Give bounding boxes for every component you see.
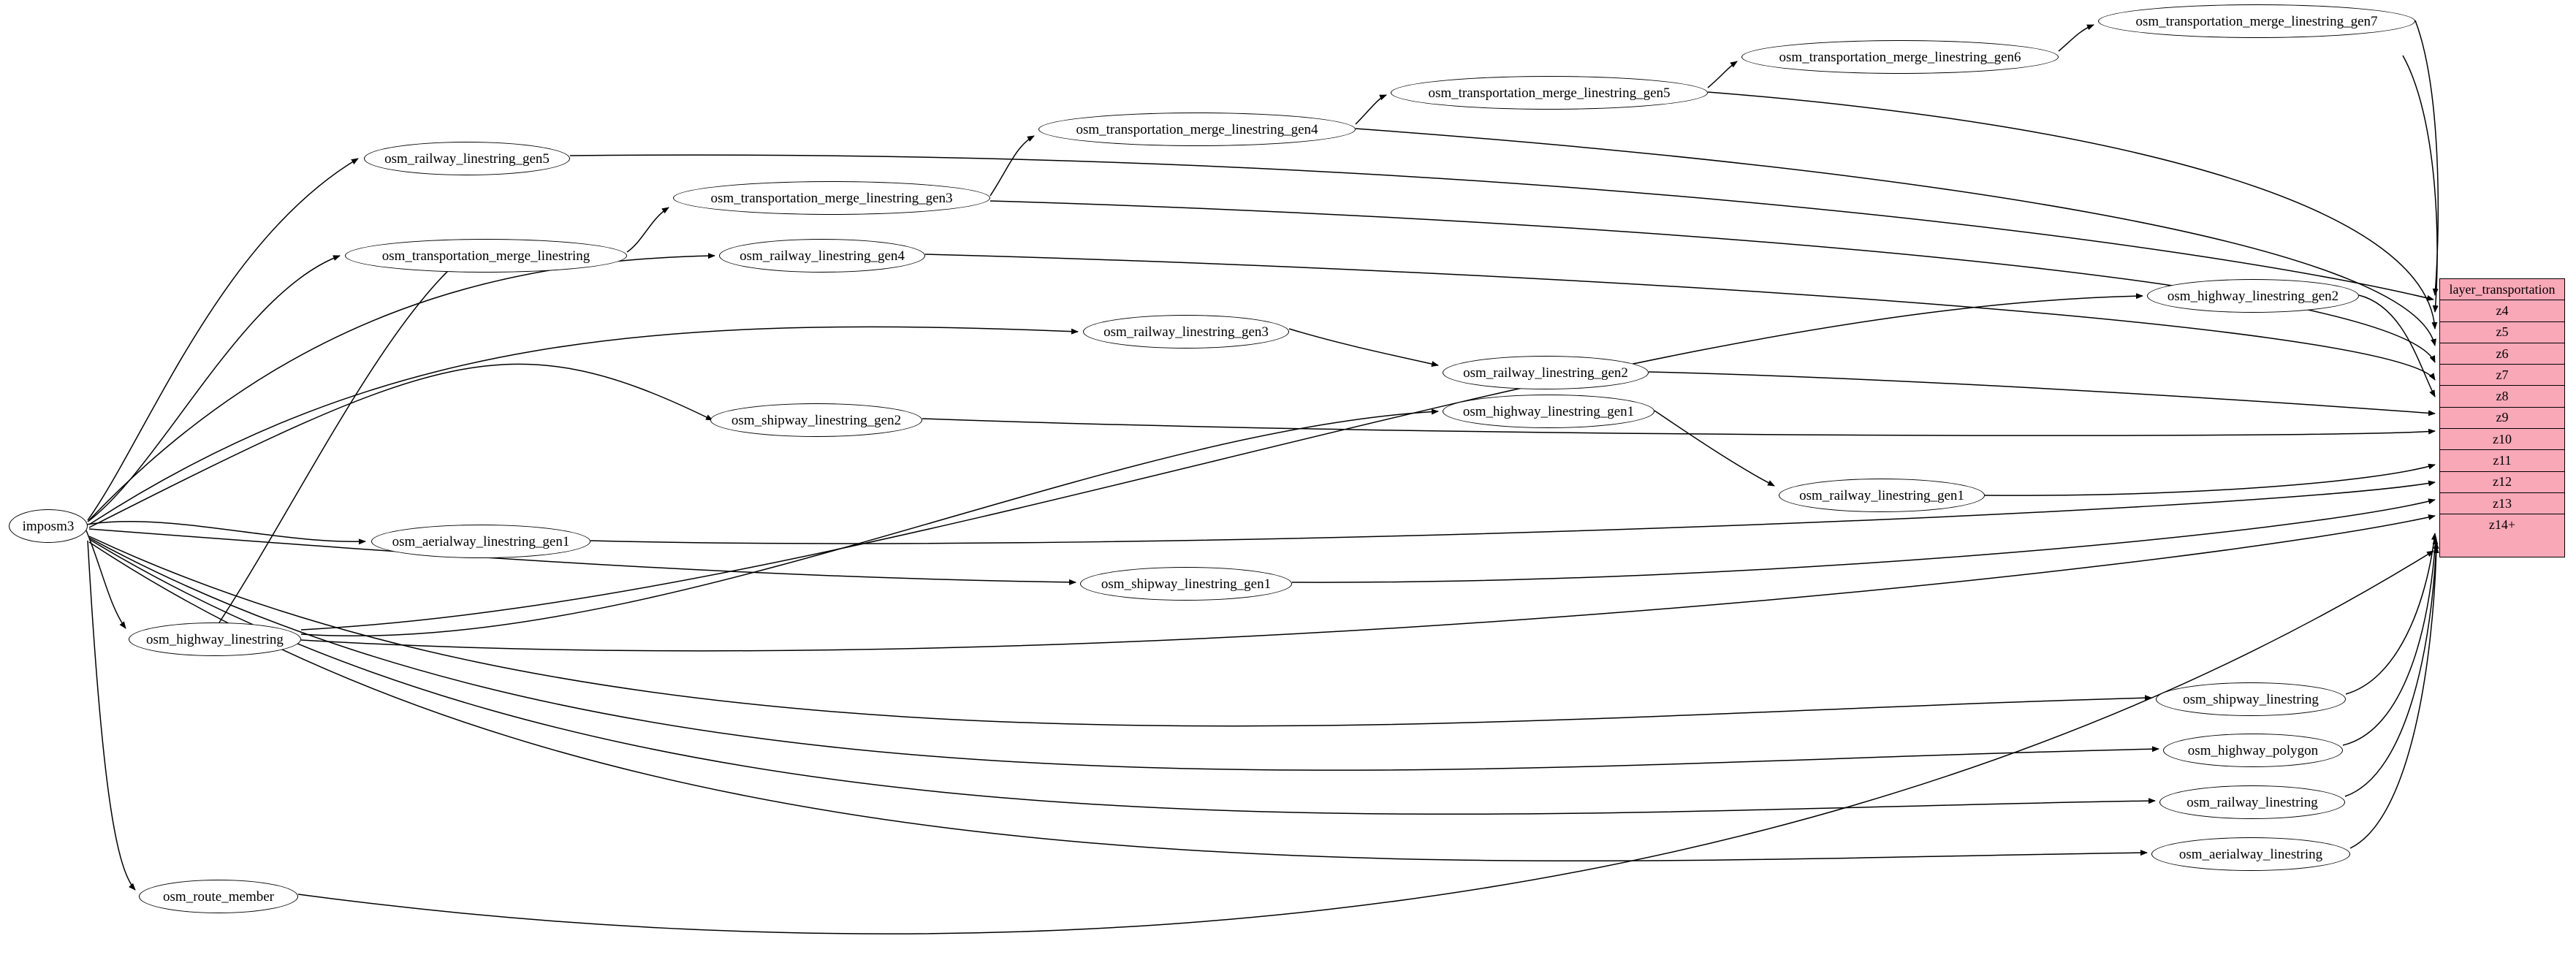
node-label: osm_shipway_linestring [2183,691,2319,707]
node-osm-transportation-merge-linestring-gen5[interactable] [1391,76,1708,110]
node-osm-railway-linestring-gen3[interactable] [1083,315,1289,349]
node-osm-highway-polygon[interactable] [2163,734,2343,767]
table-row: z13 [2440,493,2564,514]
node-osm-railway-linestring-gen5[interactable] [364,142,570,175]
node-label: osm_transportation_merge_linestring_gen6 [1779,49,2021,65]
table-row: z4 [2440,300,2564,321]
node-label: osm_railway_linestring_gen3 [1103,324,1269,340]
table-row: z12 [2440,472,2564,493]
node-label: osm_railway_linestring_gen2 [1463,365,1628,381]
node-label: imposm3 [22,518,75,534]
table-row: z7 [2440,365,2564,386]
node-osm-transportation-merge-linestring-gen6[interactable] [1741,40,2059,74]
node-osm-aerialway-linestring-gen1[interactable] [371,525,590,558]
node-osm-highway-linestring-gen2[interactable] [2147,279,2359,313]
node-osm-shipway-linestring-gen1[interactable] [1080,567,1292,601]
node-label: osm_highway_linestring [146,631,284,647]
table-row: z6 [2440,343,2564,365]
node-osm-highway-linestring-gen1[interactable] [1443,395,1654,428]
node-osm-transportation-merge-linestring-gen4[interactable] [1038,113,1356,146]
node-label: osm_aerialway_linestring_gen1 [392,533,570,549]
node-label: osm_transportation_merge_linestring_gen7 [2135,13,2378,29]
node-osm-shipway-linestring[interactable] [2156,682,2346,716]
table-row: z9 [2440,408,2564,429]
node-label: osm_shipway_linestring_gen1 [1101,576,1272,592]
node-osm-transportation-merge-linestring-gen3[interactable] [673,181,990,215]
node-osm-transportation-merge-linestring[interactable] [345,239,627,273]
table-row: z11 [2440,450,2564,471]
table-row: z10 [2440,429,2564,450]
node-label: osm_railway_linestring_gen5 [384,151,550,167]
node-label: osm_highway_polygon [2187,742,2319,758]
node-osm-highway-linestring[interactable] [129,622,301,656]
node-label: osm_transportation_merge_linestring_gen5 [1428,85,1671,101]
table-row: z14+ [2488,517,2516,533]
node-label: osm_railway_linestring [2186,794,2318,810]
node-osm-railway-linestring-gen1[interactable] [1779,479,1985,512]
node-osm-railway-linestring[interactable] [2159,785,2345,819]
table-row: z8 [2440,386,2564,407]
node-label: osm_shipway_linestring_gen2 [731,412,902,428]
node-label: osm_highway_linestring_gen2 [2167,288,2339,304]
node-label: osm_aerialway_linestring [2178,846,2323,862]
node-osm-railway-linestring-gen4[interactable] [719,239,925,273]
table-row: z5 [2440,322,2564,343]
node-imposm3[interactable] [9,509,88,543]
node-label: osm_highway_linestring_gen1 [1462,403,1635,419]
node-layer-transportation[interactable] [2439,278,2565,557]
node-label: osm_transportation_merge_linestring_gen3 [710,190,953,206]
node-label: osm_railway_linestring_gen4 [740,248,905,264]
node-osm-route-member[interactable] [139,880,298,913]
node-osm-transportation-merge-linestring-gen7[interactable] [2098,4,2415,38]
node-label: osm_transportation_merge_linestring_gen4 [1076,121,1318,137]
node-osm-aerialway-linestring[interactable] [2151,837,2350,871]
node-label: osm_transportation_merge_linestring [381,248,590,264]
node-osm-shipway-linestring-gen2[interactable] [710,403,922,437]
node-label: osm_railway_linestring_gen1 [1799,487,1964,503]
node-osm-railway-linestring-gen2[interactable] [1443,356,1649,389]
table-header: layer_transportation [2440,279,2564,300]
node-label: osm_route_member [163,888,274,905]
